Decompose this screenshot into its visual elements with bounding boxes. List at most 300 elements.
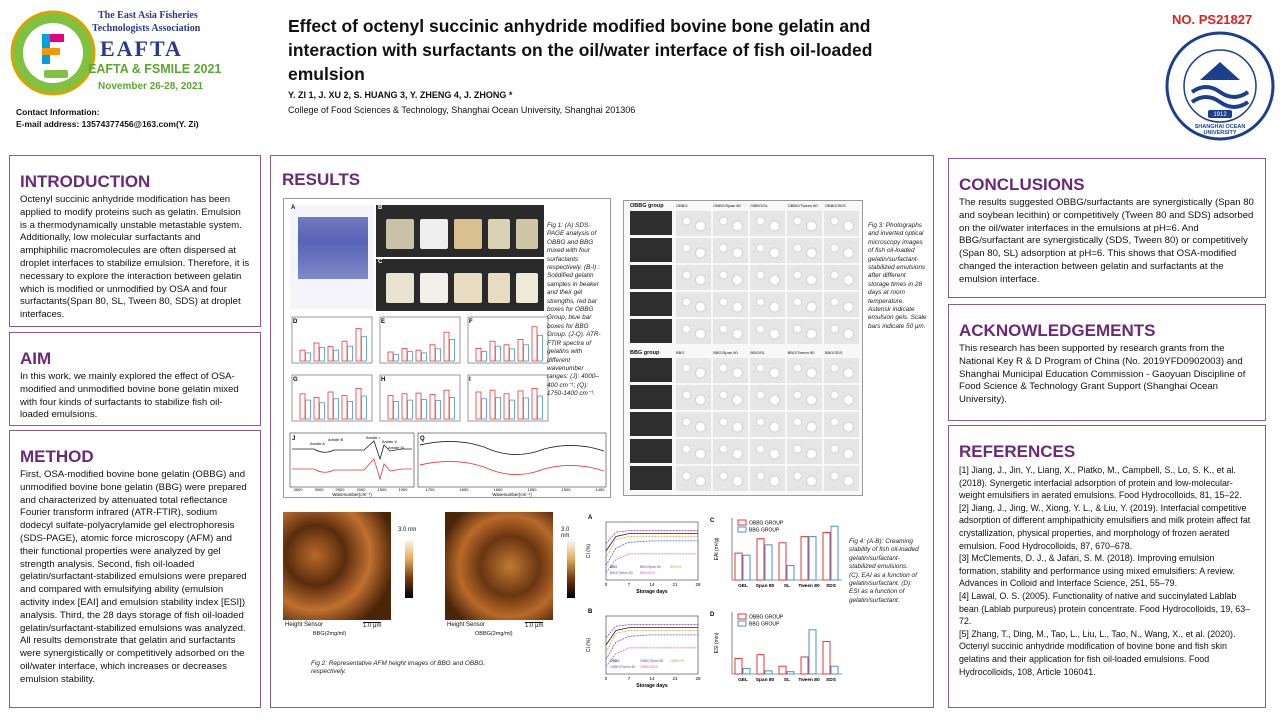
beaker-photo-c [376, 259, 544, 311]
event-name: EAFTA & FSMILE 2021 [88, 62, 222, 76]
microscopy-image [676, 211, 711, 236]
bar-obbg [779, 666, 786, 674]
afm-sensor-left: Height Sensor [285, 622, 324, 628]
fig1-panel-label: F [469, 319, 473, 325]
gel-strength-bar-bbg [436, 401, 441, 419]
gel-strength-bar-bbg [394, 354, 399, 361]
aim-panel [9, 332, 261, 426]
microscopy-image [713, 238, 748, 263]
gel-strength-frame [292, 317, 372, 363]
microscopy-image [676, 412, 711, 437]
gel-strength-bar-bbg [320, 403, 325, 419]
reference-item: [1] Jiang, J., Jin, Y., Liang, X., Piatko, M., Campbell, S., Lo, S. K., et al. (2018). Synergetic interfacial adsorption of protein and low-molecular-weight emulsifiers in aerated emulsions. Food Hydrocolloids, 81, 15–22. [959, 465, 1242, 501]
gel-strength-bar-obbg [388, 352, 393, 361]
microscopy-image [750, 412, 785, 437]
gel-strength-bar-obbg [476, 348, 481, 361]
org-acronym: EAFTA [100, 36, 183, 61]
microscopy-image [713, 358, 748, 383]
gel-strength-bar-bbg [348, 346, 353, 361]
creaming-ylabel: CI (%) [586, 637, 592, 653]
bar-legend-swatch [738, 520, 746, 525]
figure-2 [283, 512, 579, 642]
gel-strength-bar-obbg [328, 347, 333, 361]
afm-z-range: 3.0 nm [561, 527, 570, 539]
gel-strength-bar-obbg [490, 390, 495, 419]
acknowledgements-text: This research has been supported by research grants from the National Key R & D Program of China (No. 2019YFD0902003) and Shanghai Municipal Education Commission - Gaoyuan Discipline of Food Science & Technology Grant Support (Shanghai Ocean University). [959, 343, 1246, 406]
org-line2: Technologists Association [92, 23, 201, 34]
creaming-series-line [606, 541, 698, 566]
creaming-legend-entry: OBBG/Tween 80 [610, 665, 636, 669]
vial-photo [630, 211, 672, 235]
microscopy-image [676, 238, 711, 263]
ftir-tick-label: 1000 [398, 487, 408, 492]
microscopy-image [787, 385, 822, 410]
gel-strength-bar-obbg [416, 350, 421, 361]
creaming-legend-entry: BBG [610, 565, 618, 569]
afm-scale-left: 1.0 μm [363, 623, 382, 629]
fig1-panel-label: H [381, 377, 386, 383]
gel-strength-bar-obbg [518, 339, 523, 361]
microscopy-image [713, 385, 748, 410]
bar-ylabel: ESI (min) [714, 632, 720, 654]
vial-photo [630, 385, 672, 409]
eafta-logo [8, 6, 248, 101]
creaming-legend-entry: BBG/Tween 80 [610, 571, 633, 575]
gel-strength-bar-bbg [524, 345, 529, 361]
microscopy-image [750, 466, 785, 491]
fig1-panel-label: D [293, 319, 298, 325]
creaming-tick-label: 28 [695, 676, 701, 681]
creaming-legend-entry: OBBG/SDS [640, 665, 658, 669]
figure-4-eai-esi [708, 512, 848, 702]
fig1-caption: Fig 1: (A) SDS-PAGE analysis of OBBG and BBG mixed with four surfactants respectively. (B-I) : Solidified gelatin samples in beaker and their gel strengths, red bar boxes for OBBG Group, blue bar boxes for BBG Group. (J-Q): ATR-FTIR spectra of gelatins with different wavenumber ranges: (J): 4000–400 cm⁻¹; (Q): 1750-1400 cm⁻¹. [547, 222, 601, 398]
creaming-legend-entry: BBG/SL [670, 565, 683, 569]
gel-strength-bar-bbg [334, 399, 339, 419]
ftir-peak-label: Amide I [366, 435, 380, 440]
ftir-peak-label: Amide B [328, 437, 344, 442]
gel-strength-bar-bbg [510, 349, 515, 361]
ftir-tick-label: 1650 [459, 487, 469, 492]
fig1-panel-label: J [292, 436, 296, 442]
bar-legend-swatch [738, 527, 746, 532]
fig3-column-label: OBBG [676, 203, 688, 208]
references-panel [948, 425, 1266, 708]
ftir-tick-label: 1450 [595, 487, 605, 492]
fig3-group-label: BBG group [630, 350, 660, 356]
ftir-spectra [284, 431, 612, 497]
microscopy-image [824, 358, 859, 383]
gel-strength-bar-obbg [444, 390, 449, 419]
bar-obbg [823, 641, 830, 674]
gel-strength-bar-obbg [314, 397, 319, 419]
creaming-legend-entry: OBBG [610, 659, 620, 663]
fig1-panel-label: I [469, 377, 471, 383]
fig3-column-label: BBG/SL [750, 350, 765, 355]
gel-strength-bar-bbg [394, 401, 399, 419]
gel-strength-bar-bbg [362, 337, 367, 361]
sds-page-gel [290, 205, 374, 309]
afm-sensor-right: Height Sensor [447, 622, 486, 628]
gel-strength-bar-bbg [436, 349, 441, 361]
microscopy-image [787, 211, 822, 236]
creaming-ylabel: CI (%) [586, 543, 592, 559]
gel-strength-frame [292, 375, 372, 421]
fig1-panel-label: G [293, 377, 298, 383]
microscopy-image [676, 385, 711, 410]
ftir-tick-label: 1600 [493, 487, 503, 492]
acknowledgements-heading: ACKNOWLEDGEMENTS [959, 321, 1156, 340]
microscopy-image [787, 292, 822, 317]
bar-legend-entry: BBG GROUP [749, 621, 780, 628]
ftir-xlabel: Wavenumber(cm⁻¹) [332, 492, 372, 497]
ftir-tick-label: 3500 [293, 487, 303, 492]
creaming-legend-entry: BBG/Span 80 [640, 565, 661, 569]
creaming-xlabel: Storage days [636, 589, 668, 595]
bar-legend-swatch [738, 621, 746, 626]
gel-strength-bar-obbg [476, 392, 481, 419]
creaming-tick-label: 14 [649, 582, 655, 587]
gel-strength-bar-obbg [504, 345, 509, 361]
microscopy-image [787, 358, 822, 383]
ftir-tick-label: 1700 [425, 487, 435, 492]
afm-image-bbg [283, 512, 391, 620]
figure-4-creaming [584, 512, 704, 702]
fig3-column-label: BBG/Span 80 [713, 350, 738, 355]
bar-obbg [801, 537, 808, 580]
bar-category-label: Span 80 [755, 584, 775, 589]
fig4-panel-label: B [588, 609, 593, 615]
bar-category-label: Tween 80 [798, 678, 820, 683]
references-heading: REFERENCES [959, 442, 1076, 461]
gel-strength-frame [468, 375, 548, 421]
ftir-tick-label: 2500 [335, 487, 345, 492]
creaming-tick-label: 7 [627, 582, 631, 587]
microscopy-image [676, 292, 711, 317]
fig3-column-label: OBBG/Tween 80 [787, 203, 818, 208]
gel-strength-bar-obbg [314, 343, 319, 361]
vial-photo [630, 292, 672, 316]
microscopy-image [750, 238, 785, 263]
microscopy-image [824, 439, 859, 464]
ftir-tick-label: 3000 [314, 487, 324, 492]
creaming-xlabel: Storage days [636, 683, 668, 689]
bar-obbg [801, 657, 808, 674]
gel-strength-bar-obbg [518, 391, 523, 419]
afm-sample-right: OBBG(2mg/ml) [475, 631, 513, 637]
bar-category-label: SDS [826, 678, 836, 683]
ftir-tick-label: 1550 [527, 487, 537, 492]
contact-info [16, 106, 199, 130]
creaming-series-line [606, 648, 698, 667]
creaming-series-line [606, 531, 698, 544]
microscopy-image [824, 466, 859, 491]
creaming-tick-label: 21 [672, 582, 678, 587]
fig3-caption: Fig 3: Photographs and inverted optical microscopy images of fish oil-loaded gelatin/surfactant-stabilized emulsions after different storage times in 28 days at room temperature. Asterisk indicate emulsion gels. Scale bars indicate 50 μm. [868, 222, 927, 330]
reference-item: [3] McClements, D. J., & Jafari, S. M. (2018). Improving emulsion formation, stability and performance using mixed emulsifiers: A review. Advances in Colloid and Interface Science, 251, 55–79. [959, 553, 1235, 589]
vial-photo [630, 319, 672, 343]
microscopy-image [713, 265, 748, 290]
ftir-peak-label: Amide A [310, 441, 325, 446]
creaming-series-line [606, 625, 698, 638]
microscopy-image [750, 292, 785, 317]
bar-bbg [787, 566, 794, 580]
fig1-panel-label: C [378, 259, 383, 265]
microscopy-image [824, 412, 859, 437]
microscopy-image [713, 211, 748, 236]
microscopy-image [750, 319, 785, 344]
fig3-column-label: BBG/SDS [824, 350, 843, 355]
fig4-panel-label: C [710, 518, 715, 524]
bar-obbg [735, 553, 742, 580]
method-panel [9, 430, 261, 708]
gel-strength-frame [468, 317, 548, 363]
gel-strength-bar-bbg [496, 346, 501, 361]
aim-text: In this work, we mainly explored the effect of OSA-modified and unmodified bovine bone gelatin mixed with four kinds of surfactants to stabilize fish oil-loaded emulsions. [20, 371, 239, 421]
bar-bbg [743, 669, 750, 674]
ftir-q-curve-bbg [420, 461, 604, 474]
afm-image-obbg [445, 512, 553, 620]
gel-strength-bar-bbg [320, 348, 325, 362]
fig4-panel-label: D [710, 612, 715, 618]
gel-strength-bar-obbg [300, 394, 305, 419]
conclusions-panel [948, 158, 1266, 298]
afm-colorbar [405, 538, 413, 598]
creaming-tick-label: 0 [604, 676, 608, 681]
gel-strength-bar-obbg [388, 396, 393, 419]
introduction-text: Octenyl succinic anhydride modification has been applied to modify proteins such as gelatin. Emulsion is a thermodynamically unstable metastable system. Additionally, low molecular surfactants and amphiphilic macromolecules are often dispersed at droplet interfaces to stabilize emulsion. Therefore, it is necessary to explore the interaction between gelatin which is modified or unmodified by OSA and four surfactants(Span 80, SL, Tween 80, SDS) at droplet interfaces. [20, 194, 250, 321]
introduction-heading: INTRODUCTION [20, 172, 151, 191]
ftir-xlabel: Wavenumber(cm⁻¹) [492, 492, 532, 497]
method-heading: METHOD [20, 447, 94, 466]
bar-ylabel: EAI (m²/g) [714, 537, 720, 561]
fig3-column-label: BBG/Tween 80 [787, 350, 815, 355]
microscopy-image [713, 292, 748, 317]
gel-strength-bar-bbg [306, 400, 311, 419]
bar-bbg [743, 555, 750, 580]
gel-strength-bar-bbg [482, 399, 487, 419]
gel-strength-bar-obbg [532, 327, 537, 361]
figure-3 [623, 200, 863, 496]
microscopy-image [676, 265, 711, 290]
creaming-tick-label: 21 [672, 676, 678, 681]
fig3-column-label: OBBG/SDS [824, 203, 846, 208]
bar-category-label: GEL [738, 678, 748, 683]
bar-category-label: Tween 80 [798, 584, 820, 589]
afm-sample-left: BBG(2mg/ml) [313, 631, 347, 637]
bar-bbg [831, 666, 838, 674]
microscopy-image [824, 265, 859, 290]
bar-category-label: SDS [826, 584, 836, 589]
fig3-column-headers [676, 350, 862, 355]
gel-strength-frame [380, 375, 460, 421]
microscopy-image [824, 292, 859, 317]
fig2-caption: Fig 2: Representative AFM height images of BBG and OBBG, respectively. [311, 660, 486, 676]
ftir-tick-label: 1500 [561, 487, 571, 492]
bar-category-label: SL [783, 678, 791, 683]
gel-strength-bar-bbg [348, 401, 353, 419]
microscopy-image [787, 412, 822, 437]
gel-strength-bar-obbg [490, 341, 495, 361]
gel-strength-bar-bbg [524, 398, 529, 419]
creaming-tick-label: 0 [604, 582, 608, 587]
gel-strength-bar-bbg [362, 396, 367, 419]
seal-year: 1912 [1213, 112, 1227, 118]
ftir-tick-label: 1500 [377, 487, 387, 492]
afm-scale-right: 1.0 μm [525, 623, 544, 629]
microscopy-image [787, 439, 822, 464]
gel-strength-bar-bbg [482, 352, 487, 361]
microscopy-image [787, 265, 822, 290]
beaker-photo-b [376, 205, 544, 257]
afm-z-range: 3.0 nm [398, 527, 417, 533]
microscopy-image [787, 466, 822, 491]
aim-heading: AIM [20, 349, 52, 368]
microscopy-image [750, 358, 785, 383]
fig3-column-label: OBBG/SL [750, 203, 768, 208]
vial-photo [630, 358, 672, 382]
vial-photo [630, 412, 672, 436]
microscopy-image [787, 238, 822, 263]
acknowledgements-panel [948, 304, 1266, 421]
ftir-tick-label: 2000 [356, 487, 366, 492]
fig3-column-label: OBBG/Span 80 [713, 203, 741, 208]
bar-category-label: Span 80 [755, 678, 775, 683]
gel-strength-bar-obbg [342, 396, 347, 419]
eafta-emblem-icon [8, 8, 98, 98]
microscopy-image [676, 466, 711, 491]
reference-item: [4] Lawal, O. S. (2005). Functionality of native and succinylated Lablab bean (Lablab purpureus) protein concentrate. Food Hydrocolloids, 19, 63–72. [959, 590, 1251, 627]
bar-bbg [831, 526, 838, 580]
bar-obbg [757, 655, 764, 674]
microscopy-image [750, 385, 785, 410]
microscopy-image [824, 211, 859, 236]
creaming-series-line [606, 537, 698, 559]
microscopy-image [787, 319, 822, 344]
gel-strength-bar-bbg [422, 400, 427, 419]
gel-strength-bar-obbg [402, 394, 407, 419]
creaming-tick-label: 14 [649, 676, 655, 681]
gel-strength-bar-obbg [416, 393, 421, 419]
microscopy-image [824, 385, 859, 410]
gel-strength-bar-bbg [422, 353, 427, 361]
gel-strength-bar-obbg [356, 329, 361, 361]
authors: Y. ZI 1, J. XU 2, S. HUANG 3, Y. ZHENG 4, J. ZHONG * [288, 90, 513, 100]
conclusions-heading: CONCLUSIONS [959, 175, 1085, 194]
microscopy-image [824, 238, 859, 263]
bar-bbg [765, 671, 772, 674]
gel-strength-bar-obbg [402, 348, 407, 361]
vial-photo [630, 439, 672, 463]
creaming-legend-entry: OBBG/SL [670, 659, 685, 663]
fig3-column-label: BBG [676, 350, 685, 355]
creaming-legend-entry: BBG/SDS [640, 571, 656, 575]
gel-strength-bar-obbg [300, 350, 305, 361]
gel-strength-bar-obbg [342, 341, 347, 361]
bar-legend-swatch [738, 614, 746, 619]
creaming-series-line [606, 554, 698, 573]
creaming-tick-label: 28 [695, 582, 701, 587]
fig3-column-headers [676, 203, 862, 208]
fig4-panel-label: A [588, 515, 593, 521]
fig4-caption: Fig 4: (A-B): Creaming stability of fish oil-loaded gelatin/surfactant-stabilized emulsions. (C): EAI as a function of gelatin/surfactant. (D): ESI as a function of gelatin/surfactant. [849, 538, 919, 604]
bar-legend-entry: OBBG GROUP [749, 520, 784, 527]
gel-strength-bar-obbg [356, 388, 361, 419]
org-line1: The East Asia Fisheries [98, 10, 198, 21]
method-text: First, OSA-modified bovine bone gelatin (OBBG) and unmodified bovine bone gelatin (BBG) were prepared and characterized by attenuated total reflectance Fourier transform infrared (ATR-FTIR), sodium dodecyl sulfate-polyacrylamide gel electrophoresis (SDS-PAGE), atomic force microscopy (AFM) and their functional properties were analyzed by gel strength analysis. Second, fish oil-loaded gelatin/surfactant-stabilized emulsions were prepared and compared with emulsifying ability (emulsion activity index [EAI] and emulsion stability index [ESI]) analysis. Third, the 28 days storage of fish oil-loaded gelatin/surfactant-stabilized emulsions was analyzed. All results demonstrate that gelatin and surfactants were synergistically or competitively adsorbed on the oil/water interface, which increases or decreases emulsion stability. [20, 469, 247, 685]
creaming-series-line [606, 635, 698, 660]
introduction-panel [9, 155, 261, 327]
bar-legend-entry: BBG GROUP [749, 527, 780, 534]
gel-strength-bar-obbg [532, 388, 537, 419]
fig1-panel-label: E [381, 319, 386, 325]
gel-strength-bar-bbg [496, 397, 501, 419]
microscopy-image [713, 466, 748, 491]
bar-obbg [735, 659, 742, 675]
creaming-legend-entry: OBBG/Span 80 [640, 659, 664, 663]
ftir-peak-label: Amide II [382, 439, 397, 444]
microscopy-image [713, 412, 748, 437]
microscopy-image [750, 211, 785, 236]
university-seal [1164, 30, 1276, 142]
event-dates: November 26-28, 2021 [98, 81, 204, 92]
fig1-panel-label: Q [420, 436, 425, 442]
microscopy-image [676, 319, 711, 344]
seal-text: SHANGHAI OCEAN UNIVERSITY [1194, 124, 1246, 136]
gel-strength-bar-obbg [430, 345, 435, 361]
creaming-tick-label: 7 [627, 676, 631, 681]
bar-bbg [765, 545, 772, 580]
ftir-peak-label: Amide III [388, 445, 404, 450]
bar-category-label: SL [783, 584, 791, 589]
fig1-panel-label: B [378, 205, 383, 211]
fig3-group-label: OBBG group [630, 203, 664, 209]
fig1-panel-label: A [291, 205, 296, 211]
microscopy-image [676, 358, 711, 383]
creaming-series-line [606, 631, 698, 653]
gel-strength-bar-obbg [504, 394, 509, 419]
microscopy-image [750, 265, 785, 290]
gel-strength-bar-bbg [450, 339, 455, 361]
affiliation: College of Food Sciences & Technology, Shanghai Ocean University, Shanghai 201306 [288, 105, 636, 115]
bar-bbg [809, 630, 816, 674]
ftir-q-curve-obbg [420, 441, 604, 454]
gel-strength-bar-bbg [450, 397, 455, 419]
gel-strength-bar-obbg [328, 392, 333, 419]
microscopy-image [824, 319, 859, 344]
gel-strength-bar-bbg [334, 350, 339, 361]
gel-strength-bar-bbg [408, 400, 413, 419]
bar-obbg [823, 532, 830, 580]
microscopy-image [713, 439, 748, 464]
bar-obbg [779, 543, 786, 580]
gel-strength-bar-bbg [510, 400, 515, 419]
bar-legend-entry: OBBG GROUP [749, 614, 784, 621]
afm-colorbar [567, 538, 575, 598]
gel-strength-bar-bbg [306, 353, 311, 361]
ftir-j-curve-bbg [292, 459, 412, 479]
microscopy-image [750, 439, 785, 464]
conclusions-text: The results suggested OBBG/surfactants are synergistically (Span 80 and soybean lecithin) or competitively (Tween 80 and SDS) adsorbed on the oil/water interfaces in the emulsions at pH=6. And BBG/surfactant are synergistically (SDS, Tween 80) or competitively (Span 80, SL) adsorption at pH=6. This shows that OSA-modified changed the interaction between gelatin and surfactants at the emulsion interface. [959, 197, 1254, 285]
gel-strength-bar-bbg [538, 396, 543, 419]
contact-label: Contact Information: [16, 107, 100, 117]
gel-strength-bar-obbg [444, 332, 449, 361]
poster-title: Effect of octenyl succinic anhydride modified bovine bone gelatin and interaction with surfactants on the oil/water interface of fish oil-loaded emulsion [288, 16, 873, 84]
reference-item: [5] Zhang, T., Ding, M., Tao, L., Liu, L., Tao, N., Wang, X., et al. (2020). Octenyl succinic anhydride modification of bovine bone and fish skin gelatins and their application for fish oil-loaded emulsions. Food Hydrocolloids, 108, Article 106041. [959, 628, 1236, 677]
gel-strength-bar-obbg [430, 395, 435, 419]
poster-number: NO. PS21827 [1172, 12, 1253, 27]
bar-category-label: GEL [738, 584, 748, 589]
vial-photo [630, 466, 672, 490]
